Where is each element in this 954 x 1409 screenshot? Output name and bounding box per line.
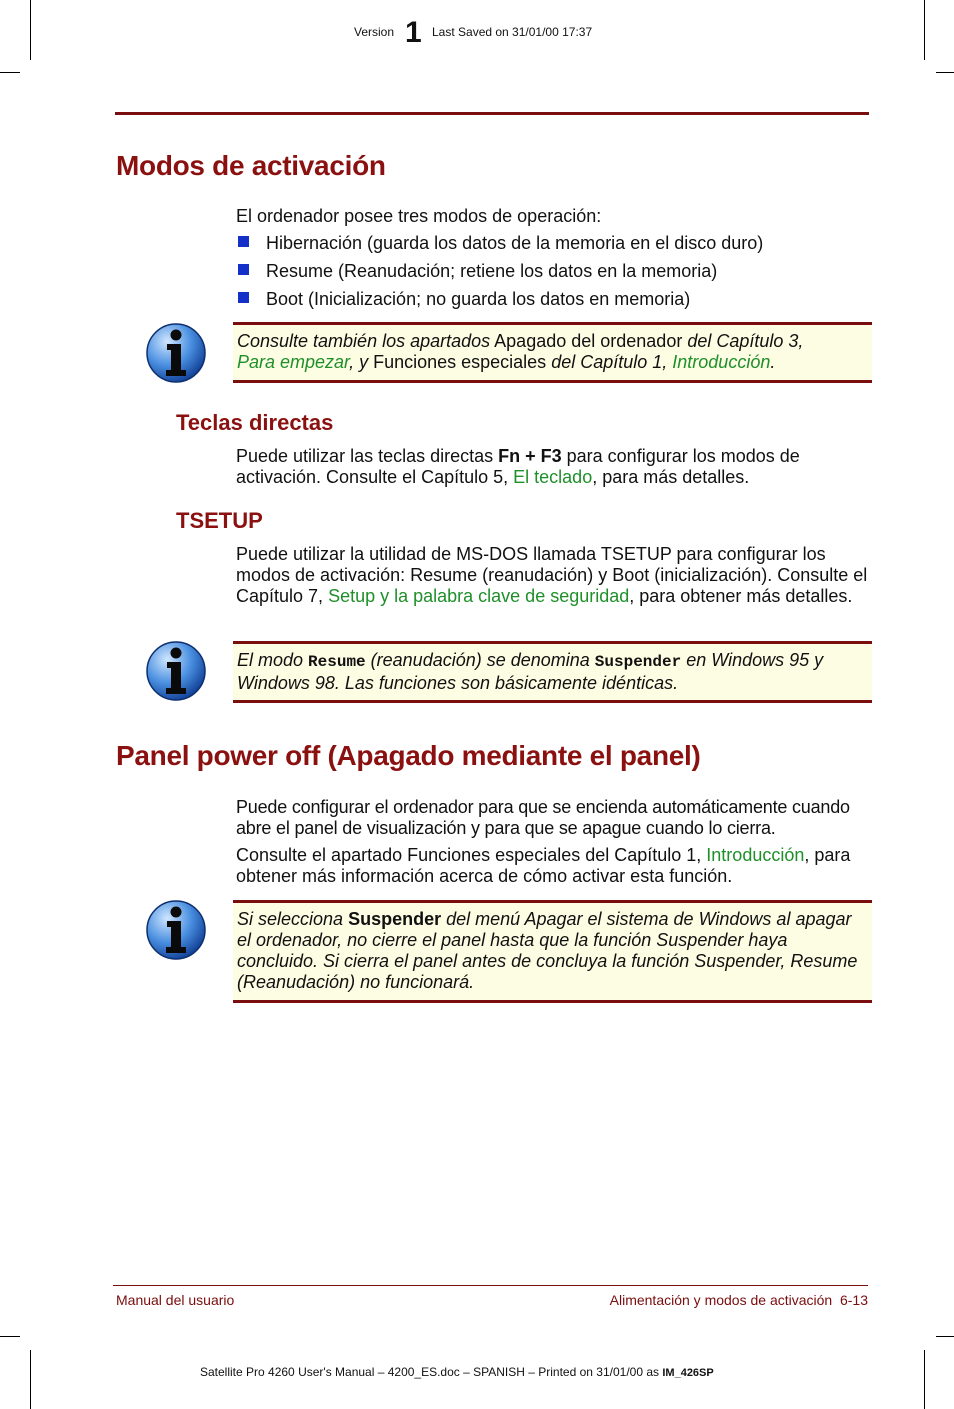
link-introduccion[interactable]: Introducción (672, 352, 771, 372)
print-code: IM_426SP (662, 1367, 714, 1379)
bullet-icon (238, 292, 249, 303)
subsection-title-teclas: Teclas directas (176, 410, 334, 435)
link-para-empezar[interactable]: Para empezar (237, 352, 350, 372)
note-text: , y (349, 352, 374, 372)
note-text: Consulte también los apartados (237, 331, 491, 351)
bullet-icon (238, 236, 249, 247)
footer-rule (113, 1285, 868, 1286)
section-title-modos: Modos de activación (116, 150, 386, 181)
last-saved: Last Saved on 31/01/00 17:37 (432, 25, 593, 39)
crop-mark (924, 1350, 925, 1409)
list-item: Hibernación (guarda los datos de la memoria en el disco duro) (266, 233, 764, 253)
para-text: Puede utilizar la utilidad de MS-DOS llamada TSETUP para configurar los modos de activación: Resume (reanudación) y Boot (inicialización). Consulte el Capítulo 7, (236, 544, 868, 606)
para-text: Puede utilizar las teclas directas (236, 446, 499, 466)
info-note (233, 900, 872, 1003)
intro-text: El ordenador posee tres modos de operación: (236, 206, 602, 226)
crop-mark (936, 72, 954, 73)
note-text: El modo (237, 650, 309, 670)
header-rule (115, 112, 869, 115)
note-text: del Capítulo 1, (546, 352, 673, 372)
para-text: , para obtener más información acerca de cómo activar esta función. (236, 845, 851, 886)
info-note (233, 322, 872, 383)
link-setup[interactable]: Setup y la palabra clave de seguridad (328, 586, 630, 606)
tsetup-paragraph (236, 544, 868, 607)
code-suspender: Suspender (594, 653, 682, 671)
para-text: para configurar los modos de activación. Consulte el Capítulo 5, (236, 446, 800, 487)
crop-mark (30, 1350, 31, 1409)
list-item: Resume (Reanudación; retiene los datos en la memoria) (266, 261, 718, 281)
note-text: del menú Apagar el sistema de Windows al apagar el ordenador, no cierre el panel hasta que la función Suspender haya concluido. Si cierra el panel antes de concluya la función Suspender, Resume (Reanudación) no funcionará. (237, 909, 858, 992)
link-introduccion-2[interactable]: Introducción (706, 845, 805, 865)
crop-mark (0, 72, 20, 73)
note-text: Apagado del ordenador (490, 331, 688, 351)
note-text: (reanudación) se denomina (365, 650, 595, 670)
print-text: Satellite Pro 4260 User's Manual – 4200_ES.doc – SPANISH – Printed on 31/01/00 as (200, 1365, 663, 1379)
note-text: Si selecciona (237, 909, 349, 929)
footer-right: Alimentación y modos de activación 6-13 (609, 1292, 868, 1308)
version-label: Version (354, 25, 395, 39)
subsection-title-tsetup: TSETUP (176, 508, 263, 533)
para-text: , para más detalles. (592, 467, 750, 487)
panel-paragraph-1: Puede configurar el ordenador para que se encienda automáticamente cuando abre el panel de visualización y para que se apague cuando lo cierra. (236, 797, 850, 838)
crop-mark (0, 1336, 20, 1337)
section-title-panel: Panel power off (Apagado mediante el panel) (116, 740, 701, 771)
version-header (0, 16, 954, 49)
link-el-teclado[interactable]: El teclado (513, 467, 593, 487)
crop-mark (936, 1336, 954, 1337)
hotkeys-paragraph (236, 446, 866, 488)
bullet-icon (238, 264, 249, 275)
info-icon (145, 899, 207, 961)
para-text: , para obtener más detalles. (629, 586, 853, 606)
info-icon (145, 640, 207, 702)
panel-paragraph-2 (236, 845, 868, 887)
footer-left: Manual del usuario (116, 1292, 235, 1308)
hotkey-label: Fn + F3 (498, 446, 562, 466)
version-number: 1 (405, 16, 422, 49)
note-text: . (770, 352, 776, 372)
note-bold: Suspender (348, 909, 442, 929)
info-note (233, 641, 872, 703)
note-text: del Capítulo 3, (687, 331, 804, 351)
code-resume: Resume (308, 653, 366, 671)
list-item: Boot (Inicialización; no guarda los datos en memoria) (266, 289, 691, 309)
para-text: Consulte el apartado Funciones especiales del Capítulo 1, (236, 845, 707, 865)
note-text: en Windows 95 y Windows 98. Las funciones son básicamente idénticas. (237, 650, 824, 693)
note-text: Funciones especiales (373, 352, 547, 372)
info-icon (145, 322, 207, 384)
print-info (200, 1365, 714, 1379)
